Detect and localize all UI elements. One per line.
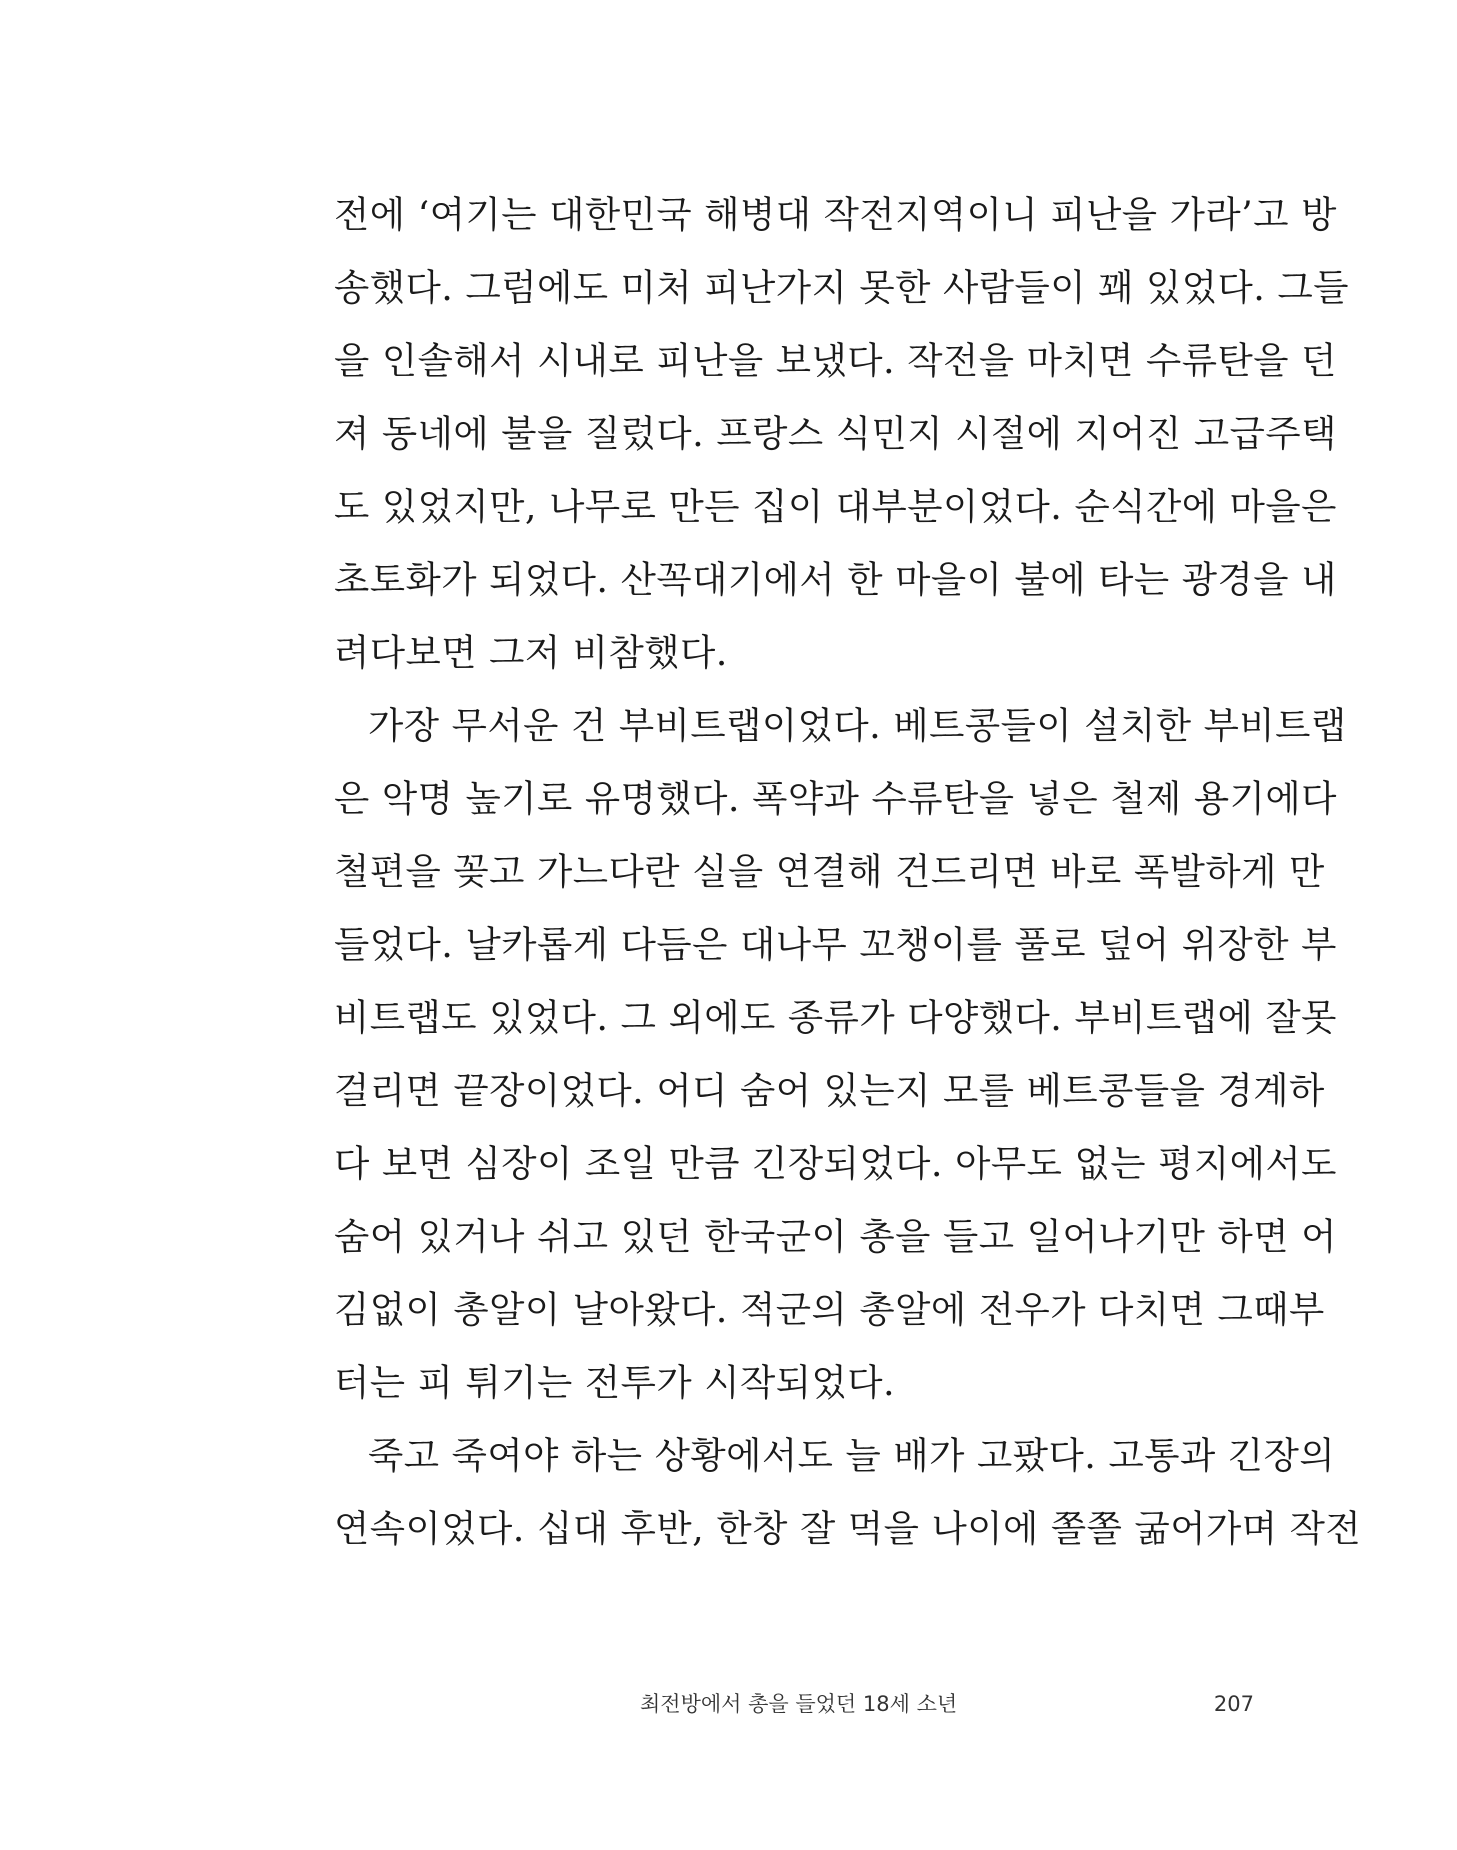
text-line: 비트랩도 있었다. 그 외에도 종류가 다양했다. 부비트랩에 잘못 [334, 996, 1337, 1039]
text-line: 전에 ‘여기는 대한민국 해병대 작전지역이니 피난을 가라’고 방 [334, 193, 1337, 236]
text-line: 려다보면 그저 비참했다. [334, 631, 728, 674]
text-line: 숨어 있거나 쉬고 있던 한국군이 총을 들고 일어나기만 하면 어 [334, 1215, 1337, 1258]
text-line: 져 동네에 불을 질렀다. 프랑스 식민지 시절에 지어진 고급주택 [334, 412, 1337, 455]
text-line: 걸리면 끝장이었다. 어디 숨어 있는지 모를 베트콩들을 경계하 [334, 1069, 1325, 1112]
body-text [334, 178, 1362, 1565]
page-number: 207 [1213, 1692, 1254, 1716]
text-line: 다 보면 심장이 조일 만큼 긴장되었다. 아무도 없는 평지에서도 [334, 1142, 1337, 1185]
paragraph-start-line: 죽고 죽여야 하는 상황에서도 늘 배가 고팠다. 고통과 긴장의 [368, 1434, 1336, 1477]
paragraph-start-line: 가장 무서운 건 부비트랩이었다. 베트콩들이 설치한 부비트랩 [368, 704, 1347, 747]
text-line: 터는 피 튀기는 전투가 시작되었다. [334, 1361, 896, 1404]
text-line: 도 있었지만, 나무로 만든 집이 대부분이었다. 순식간에 마을은 [334, 485, 1337, 528]
text-line: 김없이 총알이 날아왔다. 적군의 총알에 전우가 다치면 그때부 [334, 1288, 1325, 1331]
running-footer-title: 최전방에서 총을 들었던 18세 소년 [640, 1692, 958, 1716]
text-line: 철편을 꽂고 가느다란 실을 연결해 건드리면 바로 폭발하게 만 [334, 850, 1325, 893]
text-line: 들었다. 날카롭게 다듬은 대나무 꼬챙이를 풀로 덮어 위장한 부 [334, 923, 1337, 966]
text-line: 은 악명 높기로 유명했다. 폭약과 수류탄을 넣은 철제 용기에다 [334, 777, 1337, 820]
text-line: 송했다. 그럼에도 미처 피난가지 못한 사람들이 꽤 있었다. 그들 [334, 266, 1349, 309]
text-line: 을 인솔해서 시내로 피난을 보냈다. 작전을 마치면 수류탄을 던 [334, 339, 1337, 382]
text-line: 초토화가 되었다. 산꼭대기에서 한 마을이 불에 타는 광경을 내 [334, 558, 1337, 601]
text-line: 연속이었다. 십대 후반, 한창 잘 먹을 나이에 쫄쫄 굶어가며 작전 [334, 1507, 1362, 1550]
